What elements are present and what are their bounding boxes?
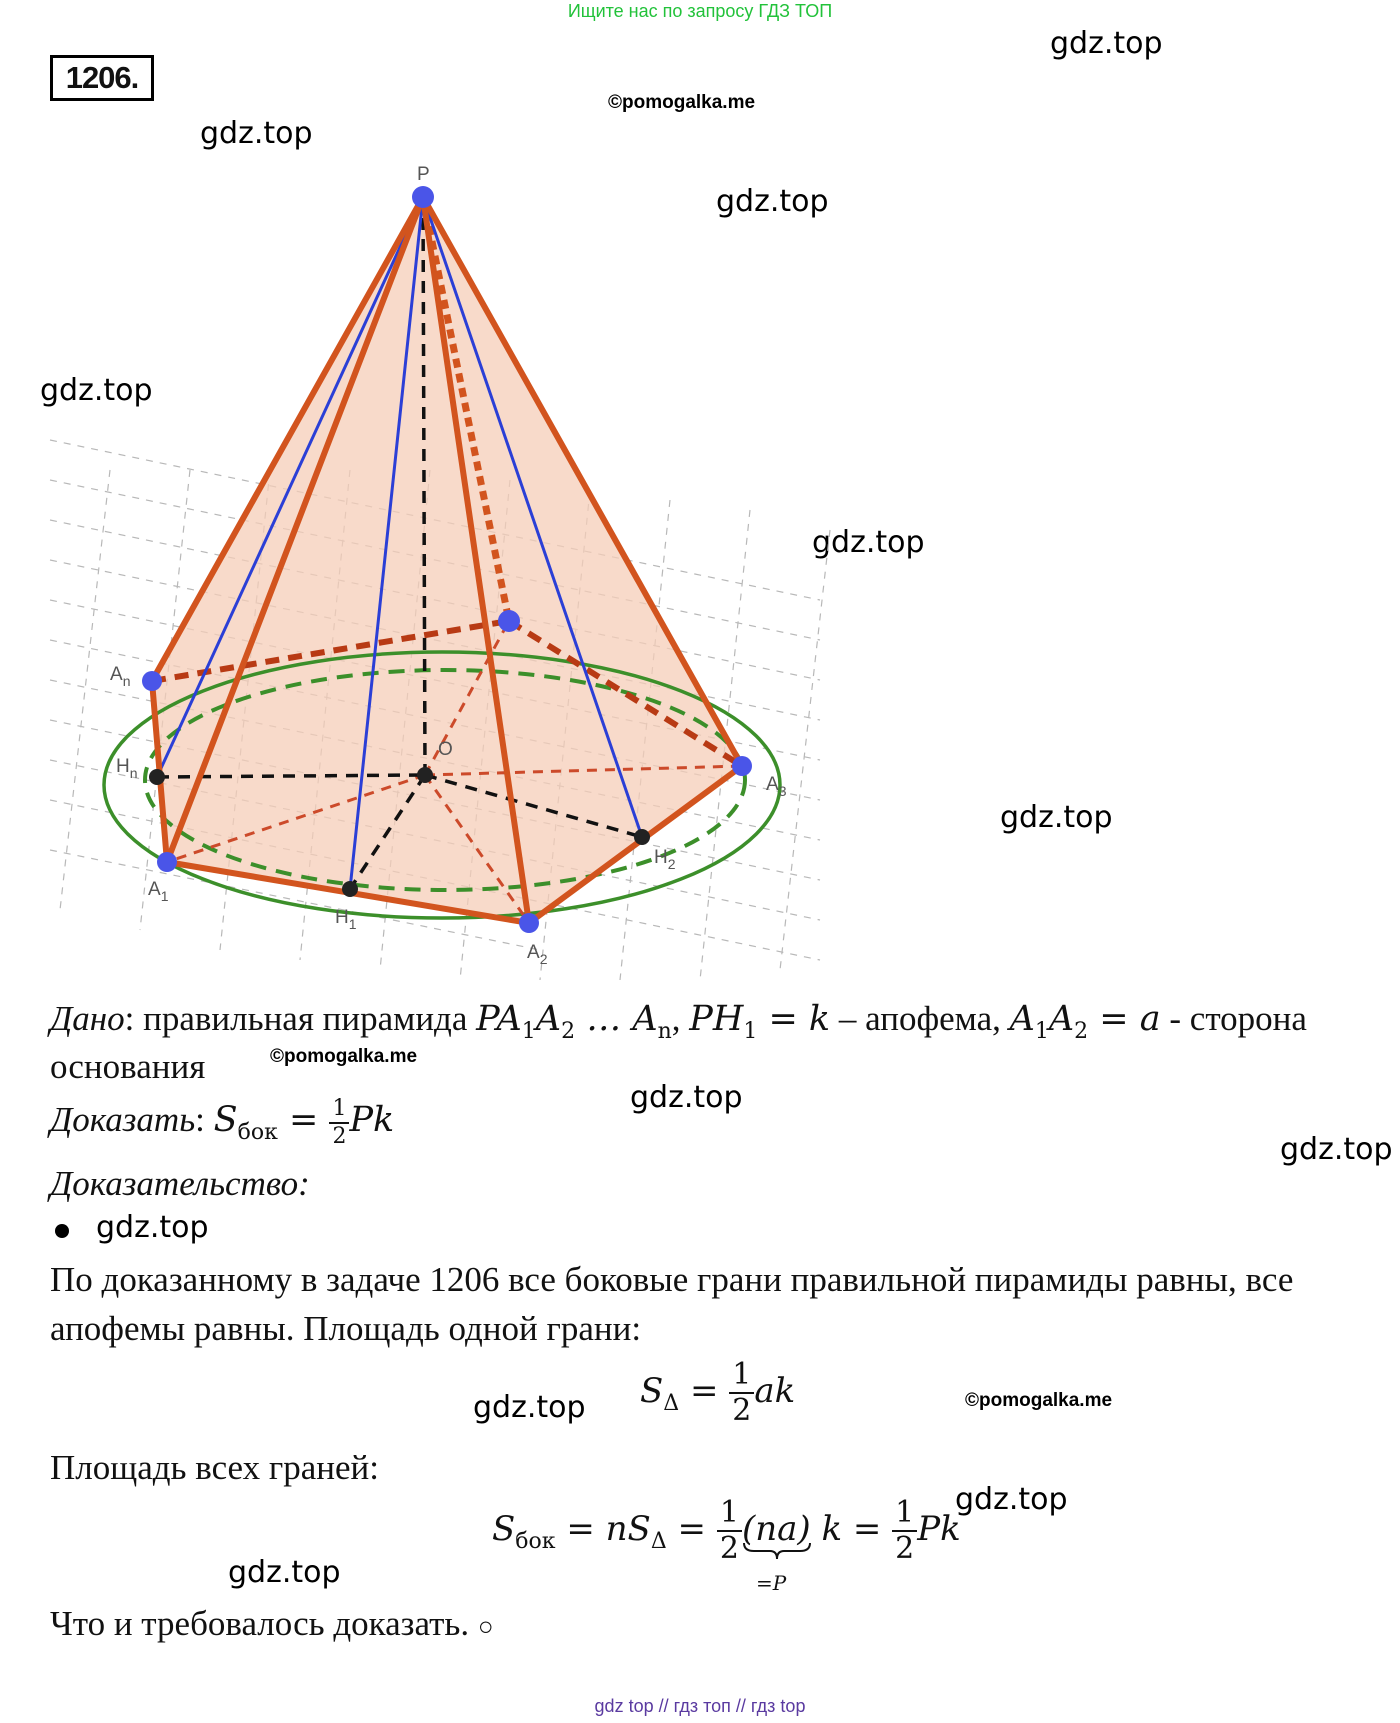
watermark-gdz: gdz.top: [473, 1390, 586, 1425]
prove-label: Доказать: [50, 1100, 196, 1139]
label-hn: $H_n$: [116, 756, 138, 781]
watermark-gdz: gdz.top: [1050, 26, 1163, 61]
proof-paragraph-line-2: апофемы равны. Площадь одной грани:: [50, 1309, 642, 1348]
watermark-gdz: gdz.top: [228, 1555, 341, 1590]
watermark-gdz: gdz.top: [96, 1210, 209, 1245]
qed-line: Что и требовалось доказать. ○: [50, 1604, 494, 1643]
label-an: $A_n$: [110, 664, 131, 689]
watermark-gdz: gdz.top: [40, 373, 153, 408]
prove-line: Доказать: $S_{бок}$ = $\frac{1}{2}$ Pk: [50, 1095, 395, 1149]
label-a2: $A_2$: [527, 942, 548, 967]
label-a1: $A_1$: [148, 879, 169, 904]
problem-number: 1206.: [50, 55, 154, 101]
given-label: Дано: [50, 999, 125, 1038]
watermark-gdz: gdz.top: [200, 116, 313, 151]
label-a3: $A_3$: [766, 774, 787, 799]
watermark-gdz: gdz.top: [1000, 800, 1113, 835]
qed-mark: ○: [477, 1612, 494, 1641]
label-h1: $H_1$: [335, 907, 357, 932]
formula-lateral-area: $S_{бок} = nS_\Delta$ = $\frac{1}{2}$ (na) =P k = $\frac{1}{2}$ Pk: [492, 1495, 961, 1595]
given-line: Дано: правильная пирамида $PA_1A_2$ … $A_n$, $PH_1 = k$ – апофема, $A_1A_2 = a$ - сторона: [50, 999, 1307, 1044]
label-p: P: [417, 164, 430, 185]
watermark-pomogalka: ©pomogalka.me: [608, 92, 756, 113]
watermark-pomogalka: ©pomogalka.me: [965, 1390, 1113, 1411]
proof-label: Доказательство:: [50, 1164, 310, 1203]
label-h2: $H_2$: [654, 847, 676, 872]
watermark-gdz: gdz.top: [812, 525, 925, 560]
proof-paragraph-line-1: По доказанному в задаче 1206 все боковые грани правильной пирамиды равны, все: [50, 1260, 1294, 1299]
all-faces-label: Площадь всех граней:: [50, 1448, 379, 1487]
watermark-gdz: gdz.top: [630, 1080, 743, 1115]
given-line-2: основания: [50, 1047, 206, 1086]
pyramid-figure: [40, 150, 840, 990]
bullet: [55, 1224, 69, 1238]
label-o: O: [438, 739, 453, 760]
watermark-pomogalka: ©pomogalka.me: [270, 1046, 418, 1067]
footer-links[interactable]: gdz top // гдз топ // гдз top: [594, 1696, 806, 1716]
watermark-gdz: gdz.top: [716, 184, 829, 219]
watermark-gdz: gdz.top: [955, 1482, 1068, 1517]
watermark-gdz: gdz.top: [1280, 1132, 1393, 1167]
formula-face-area: $S_\Delta$ = $\frac{1}{2}$ ak: [640, 1357, 796, 1428]
search-banner[interactable]: Ищите нас по запросу ГДЗ ТОП: [567, 1, 833, 21]
